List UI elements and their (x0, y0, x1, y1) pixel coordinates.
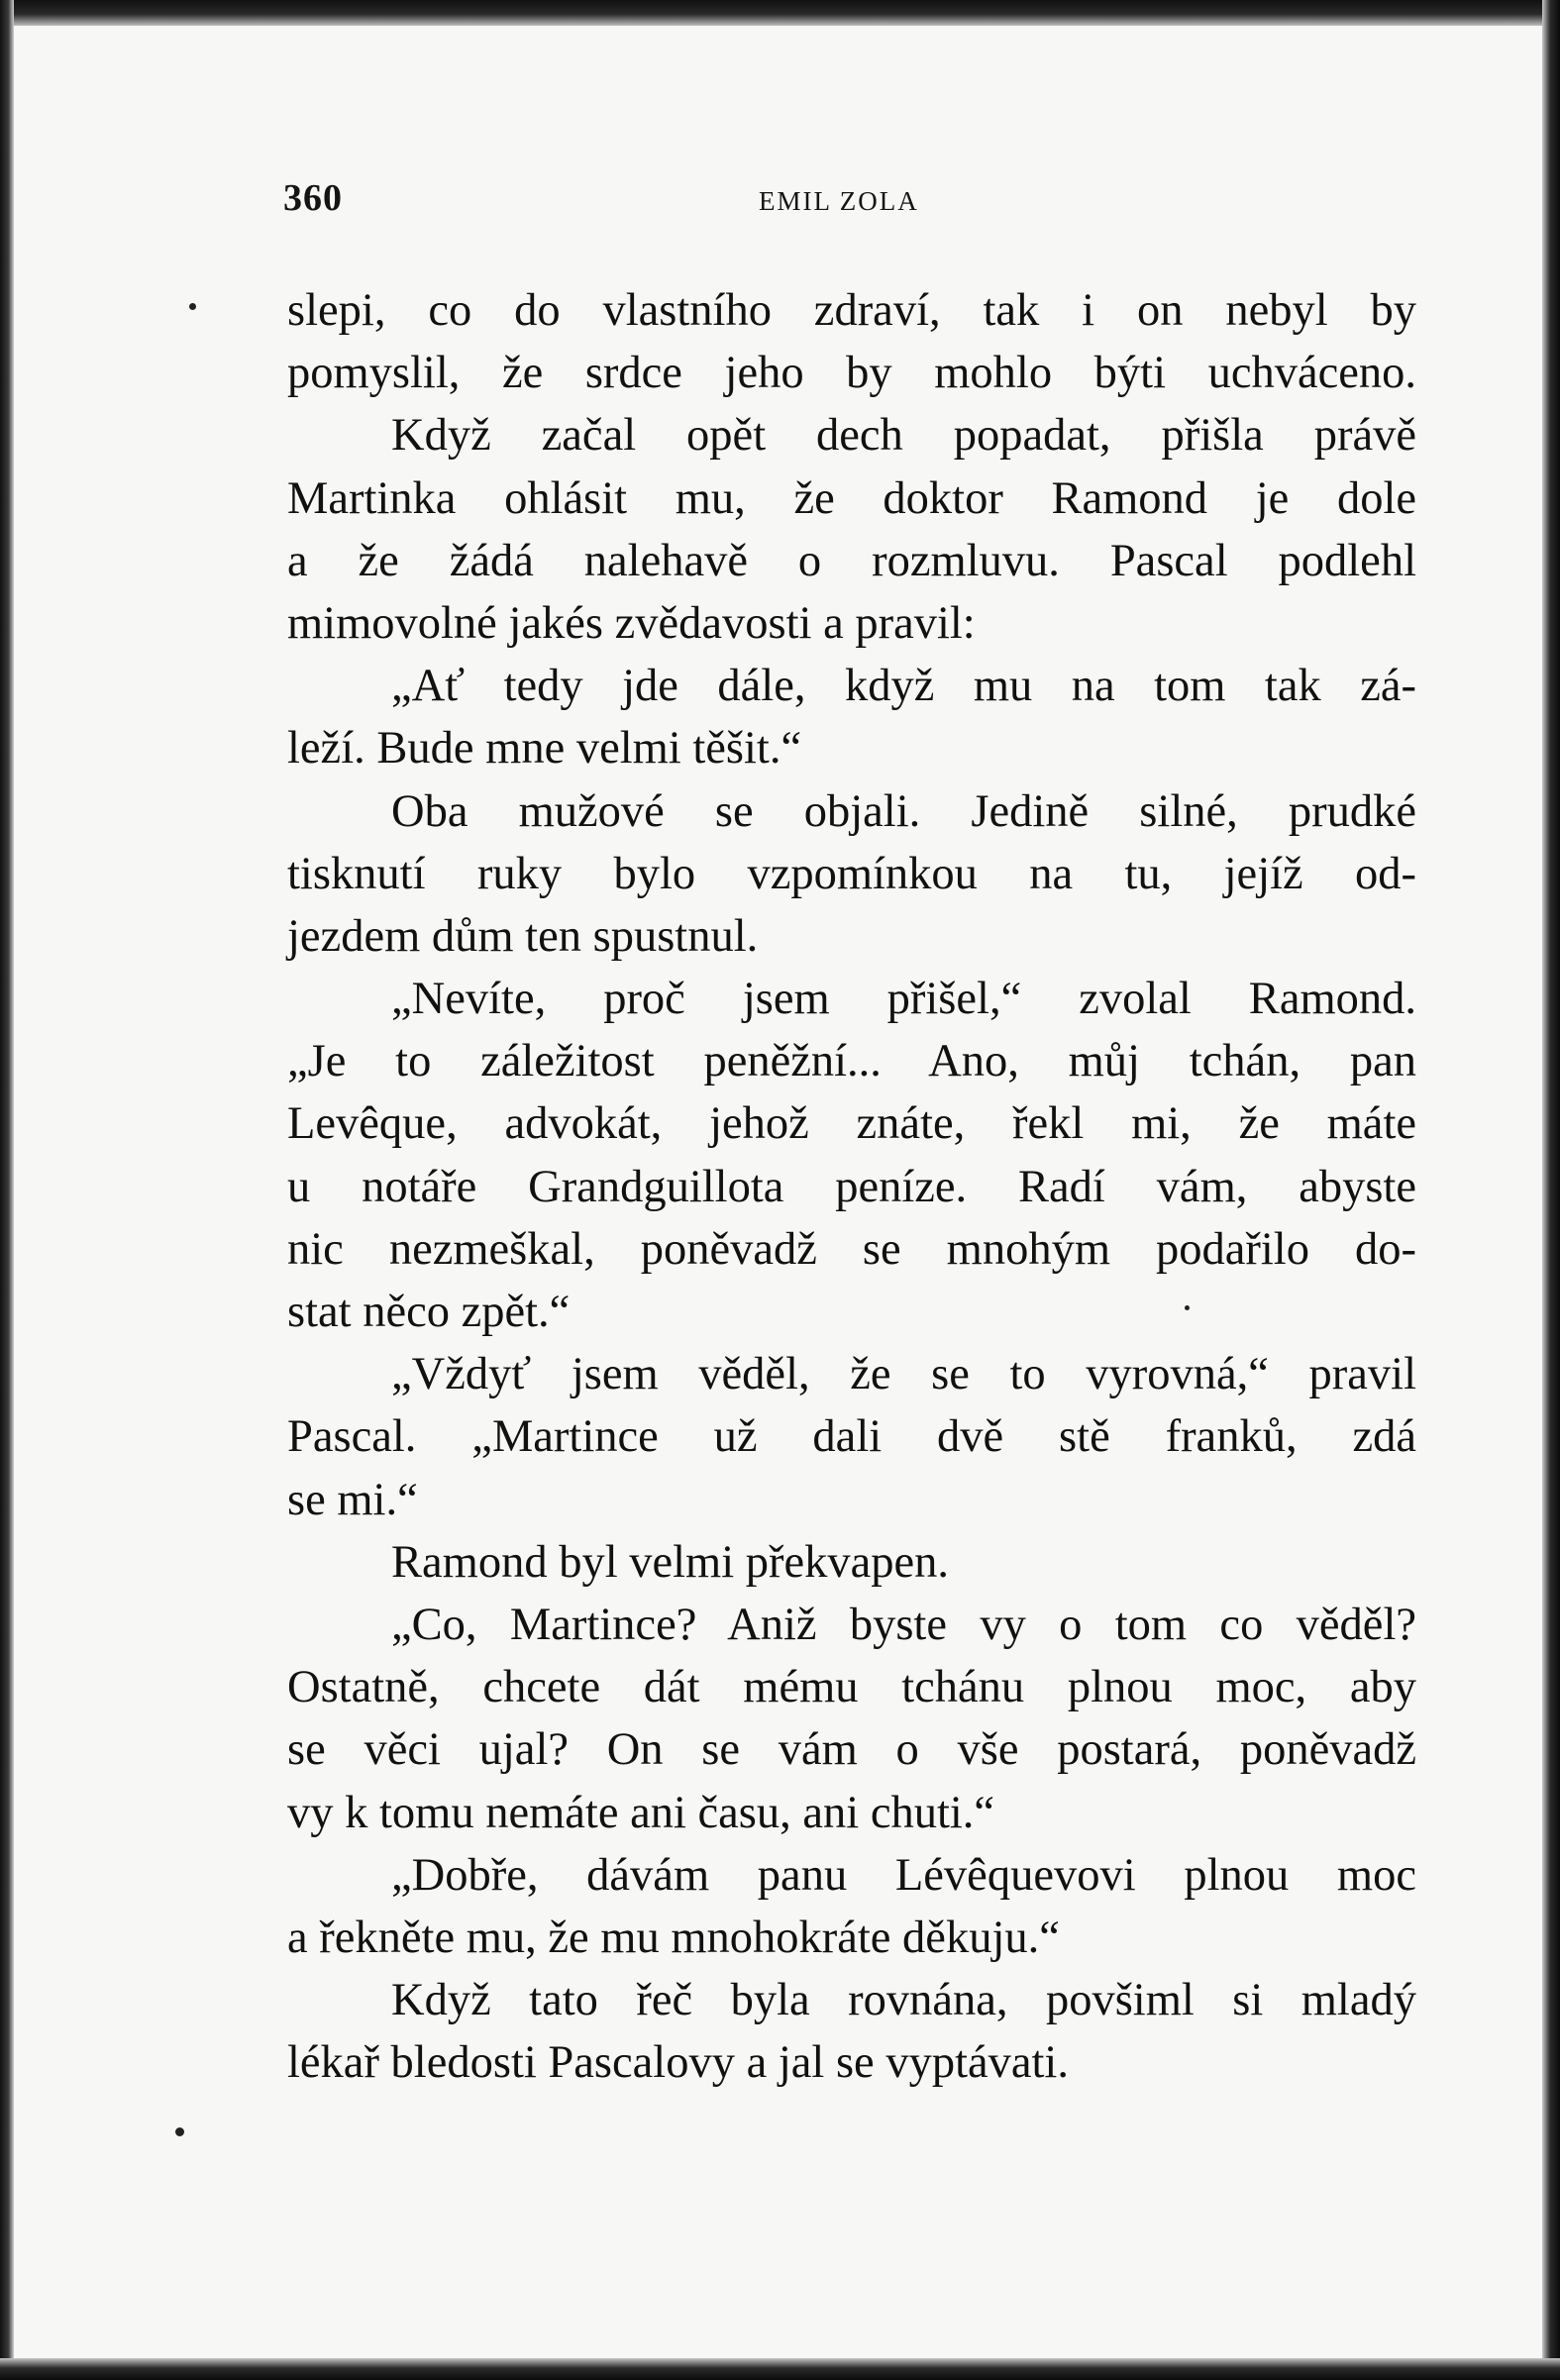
text-line: pomyslil, že srdce jeho by mohlo býti uchváceno. (287, 348, 1416, 399)
scan-border-bottom (0, 2358, 1560, 2380)
text-line: „Vždyť jsem věděl, že se to vyrovná,“ pravil (391, 1349, 1416, 1400)
text-line: se mi.“ (287, 1474, 418, 1525)
text-line: stat něco zpět.“ (287, 1287, 571, 1337)
text-line: Martinka ohlásit mu, že doktor Ramond je dole (287, 472, 1416, 524)
body-text (287, 279, 1416, 2094)
text-line: „Ať tedy jde dále, když mu na tom tak zá- (391, 661, 1416, 712)
text-line: nic nezmeškal, poněvadž se mnohým podařilo do- (287, 1223, 1416, 1275)
text-line: vy k tomu nemáte ani času, ani chuti.“ (287, 1787, 995, 1838)
page-number: 360 (283, 177, 343, 219)
text-line: Levêque, advokát, jehož znáte, řekl mi, že máte (287, 1098, 1416, 1150)
text-line: u notáře Grandguillota peníze. Radí vám, abyste (287, 1161, 1416, 1212)
text-line: Když začal opět dech popadat, přišla právě (391, 410, 1416, 462)
running-head: EMIL ZOLA (759, 186, 919, 216)
scan-border-left (0, 0, 14, 2380)
text-line: Oba mužové se objali. Jedině silné, prudké (391, 785, 1416, 837)
text-line: Pascal. „Martince už dali dvě stě franků, zdá (287, 1411, 1416, 1463)
text-line: „Nevíte, proč jsem přišel,“ zvolal Ramond. (391, 974, 1416, 1025)
text-line: Ostatně, chcete dát mému tchánu plnou moc, aby (287, 1662, 1416, 1713)
text-line: lékař bledosti Pascalovy a jal se vyptávati. (287, 2037, 1069, 2089)
page-header (283, 176, 1412, 224)
text-line: a řekněte mu, že mu mnohokráte děkuju.“ (287, 1912, 1060, 1963)
text-line: mimovolné jakés zvědavosti a pravil: (287, 597, 976, 649)
text-line: jezdem dům ten spustnul. (287, 910, 759, 962)
text-line: leží. Bude mne velmi těšit.“ (287, 723, 802, 775)
scan-speck (189, 303, 196, 310)
scan-speck (175, 2127, 184, 2136)
scan-border-top (0, 0, 1560, 26)
text-line: „Dobře, dávám panu Lévêquevovi plnou moc (391, 1849, 1416, 1901)
scan-border-right (1542, 0, 1560, 2380)
text-line: a že žádá nalehavě o rozmluvu. Pascal podlehl (287, 535, 1416, 586)
text-line: tisknutí ruky bylo vzpomínkou na tu, jejíž od- (287, 848, 1416, 899)
text-line: „Co, Martince? Aniž byste vy o tom co věděl? (391, 1599, 1416, 1650)
text-line: Když tato řeč byla rovnána, povšiml si mladý (391, 1975, 1416, 2026)
text-line: se věci ujal? On se vám o vše postará, poněvadž (287, 1724, 1416, 1776)
text-line: Ramond byl velmi překvapen. (391, 1536, 950, 1588)
text-line: slepi, co do vlastního zdraví, tak i on nebyl by (287, 285, 1416, 336)
text-line: „Je to záležitost peněžní... Ano, můj tchán, pan (287, 1036, 1416, 1087)
